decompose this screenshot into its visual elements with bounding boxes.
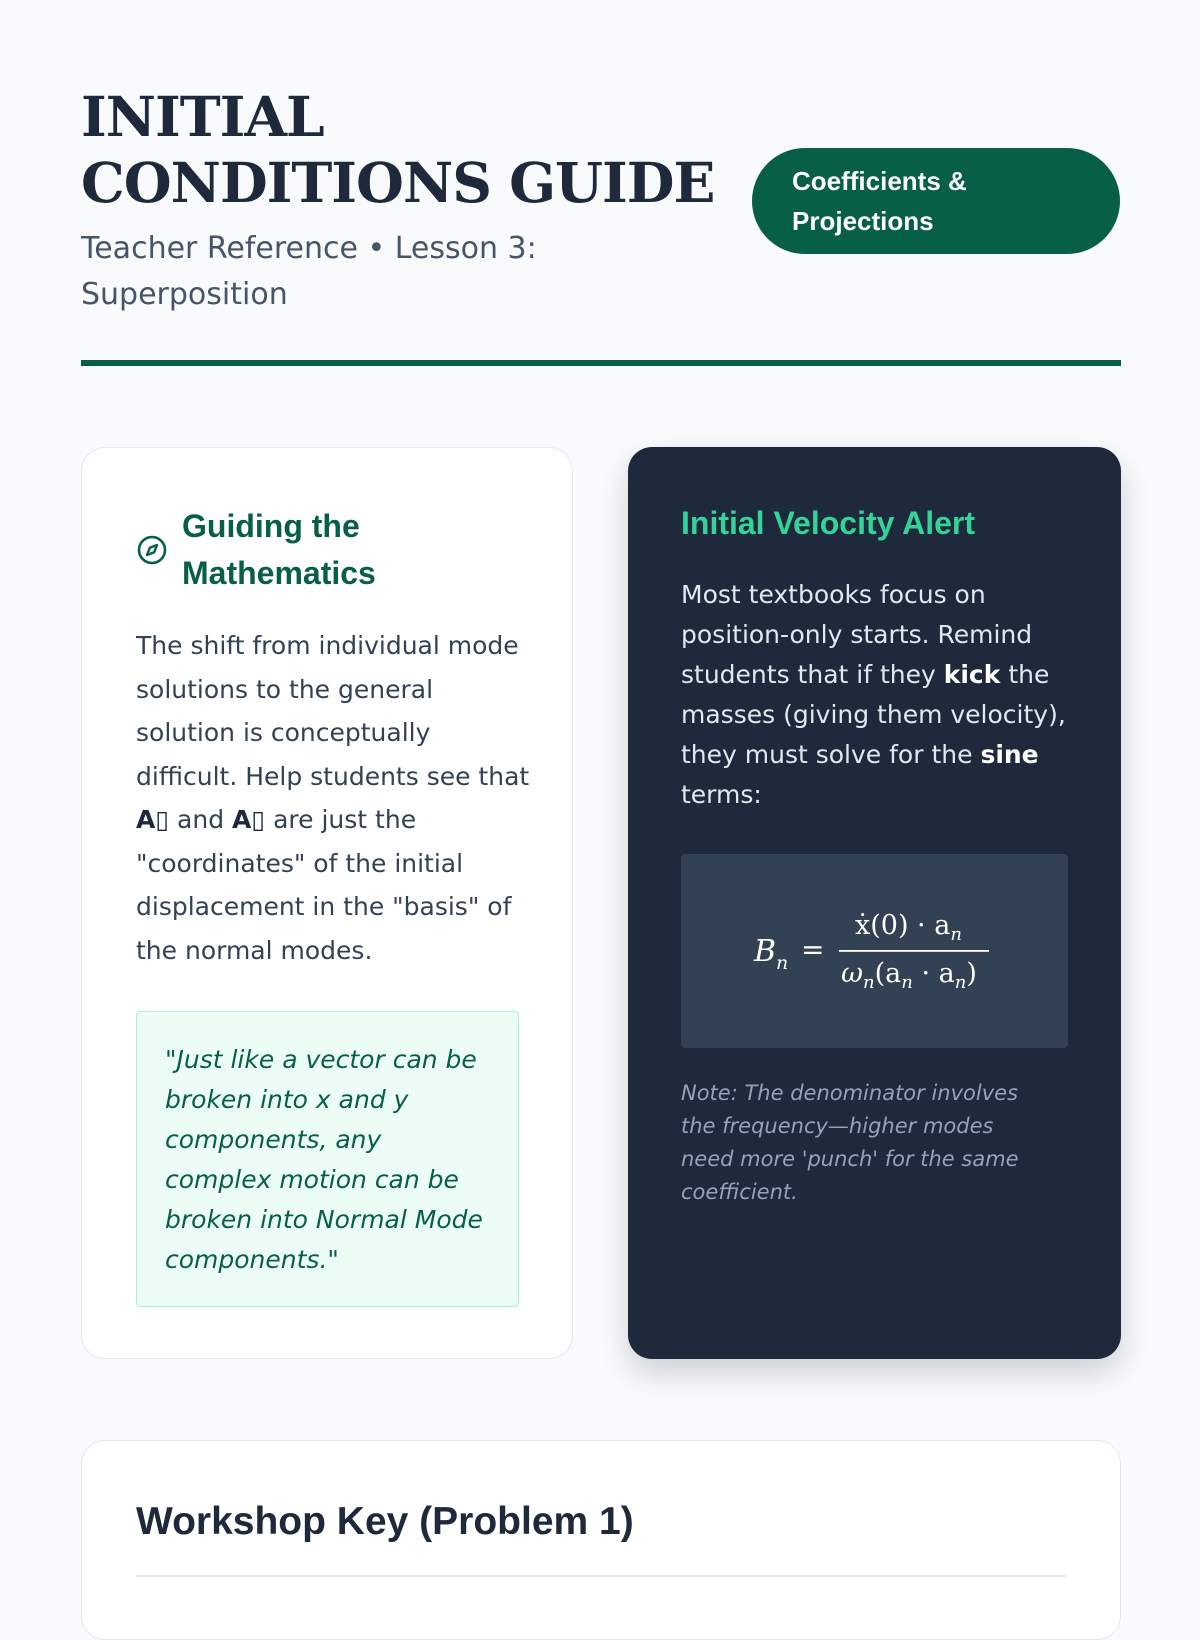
svg-text:Bn [753, 934, 788, 974]
velocity-card-body [681, 575, 1081, 815]
formula-den-close: ) [966, 958, 977, 989]
fraction-bar [839, 950, 989, 952]
page-title: INITIAL CONDITIONS GUIDE [81, 84, 715, 215]
formula-den-a2-sub: n [954, 972, 967, 993]
formula-box [681, 854, 1068, 1048]
velocity-body-text-1: Most textbooks focus on position-only starts. Remind students that if they [681, 580, 1033, 689]
workshop-card [81, 1440, 1121, 1640]
workshop-divider [136, 1575, 1066, 1577]
formula-den-open: (a [874, 958, 902, 989]
formula-den-mid: · a [912, 958, 955, 989]
topic-badge: Coefficients & Projections [752, 148, 1120, 254]
kick-emphasis: kick [943, 660, 1001, 689]
guiding-body-and: and [169, 805, 233, 834]
formula-lhs: B [754, 934, 777, 969]
page-subtitle: Teacher Reference • Lesson 3: Superposition [81, 231, 537, 312]
svg-text:ẋ(0) · an [855, 910, 962, 945]
analogy-quote: "Just like a vector can be broken into x and y components, any complex motion can be broken into Normal Mode components." [136, 1011, 519, 1307]
page-header [81, 84, 1121, 364]
velocity-alert-card [628, 447, 1121, 1359]
guiding-body-text-2: are just the "coordinates" of the initial displacement in the "basis" of the normal modes. [136, 805, 512, 965]
guiding-body-text-1: The shift from individual mode solutions to the general solution is conceptually difficult. Help students see that [136, 631, 530, 791]
sine-emphasis: sine [980, 740, 1039, 769]
guiding-card [81, 447, 573, 1359]
formula-equals: = [801, 933, 825, 966]
velocity-body-text-2: the masses (giving them velocity), they must solve for the [681, 660, 1066, 769]
velocity-body-text-3: terms: [681, 780, 762, 809]
compass-icon [136, 534, 168, 566]
formula-numerator: ẋ(0) · a [855, 910, 951, 941]
formula-lhs-sub: n [776, 952, 789, 974]
header-divider [81, 360, 1121, 366]
formula-omega-sub: n [863, 972, 875, 993]
formula-den-a1-sub: n [901, 972, 913, 993]
velocity-card-title: Initial Velocity Alert [681, 505, 976, 541]
workshop-card-title: Workshop Key (Problem 1) [136, 1500, 634, 1543]
coefficient-a2: A▯ [232, 805, 266, 834]
svg-text:ωn(an · an) [841, 958, 977, 993]
guiding-card-body [136, 624, 536, 972]
frequency-note: Note: The denominator involves the frequency—higher modes need more 'punch' for the same coefficient. [681, 1081, 1019, 1204]
guiding-card-title: Guiding the Mathematics [182, 508, 376, 591]
guiding-card-header [136, 503, 536, 597]
bn-formula [681, 854, 1068, 1048]
coefficient-a1: A▯ [136, 805, 170, 834]
formula-numerator-sub: n [950, 924, 962, 945]
formula-omega: ω [841, 958, 864, 989]
